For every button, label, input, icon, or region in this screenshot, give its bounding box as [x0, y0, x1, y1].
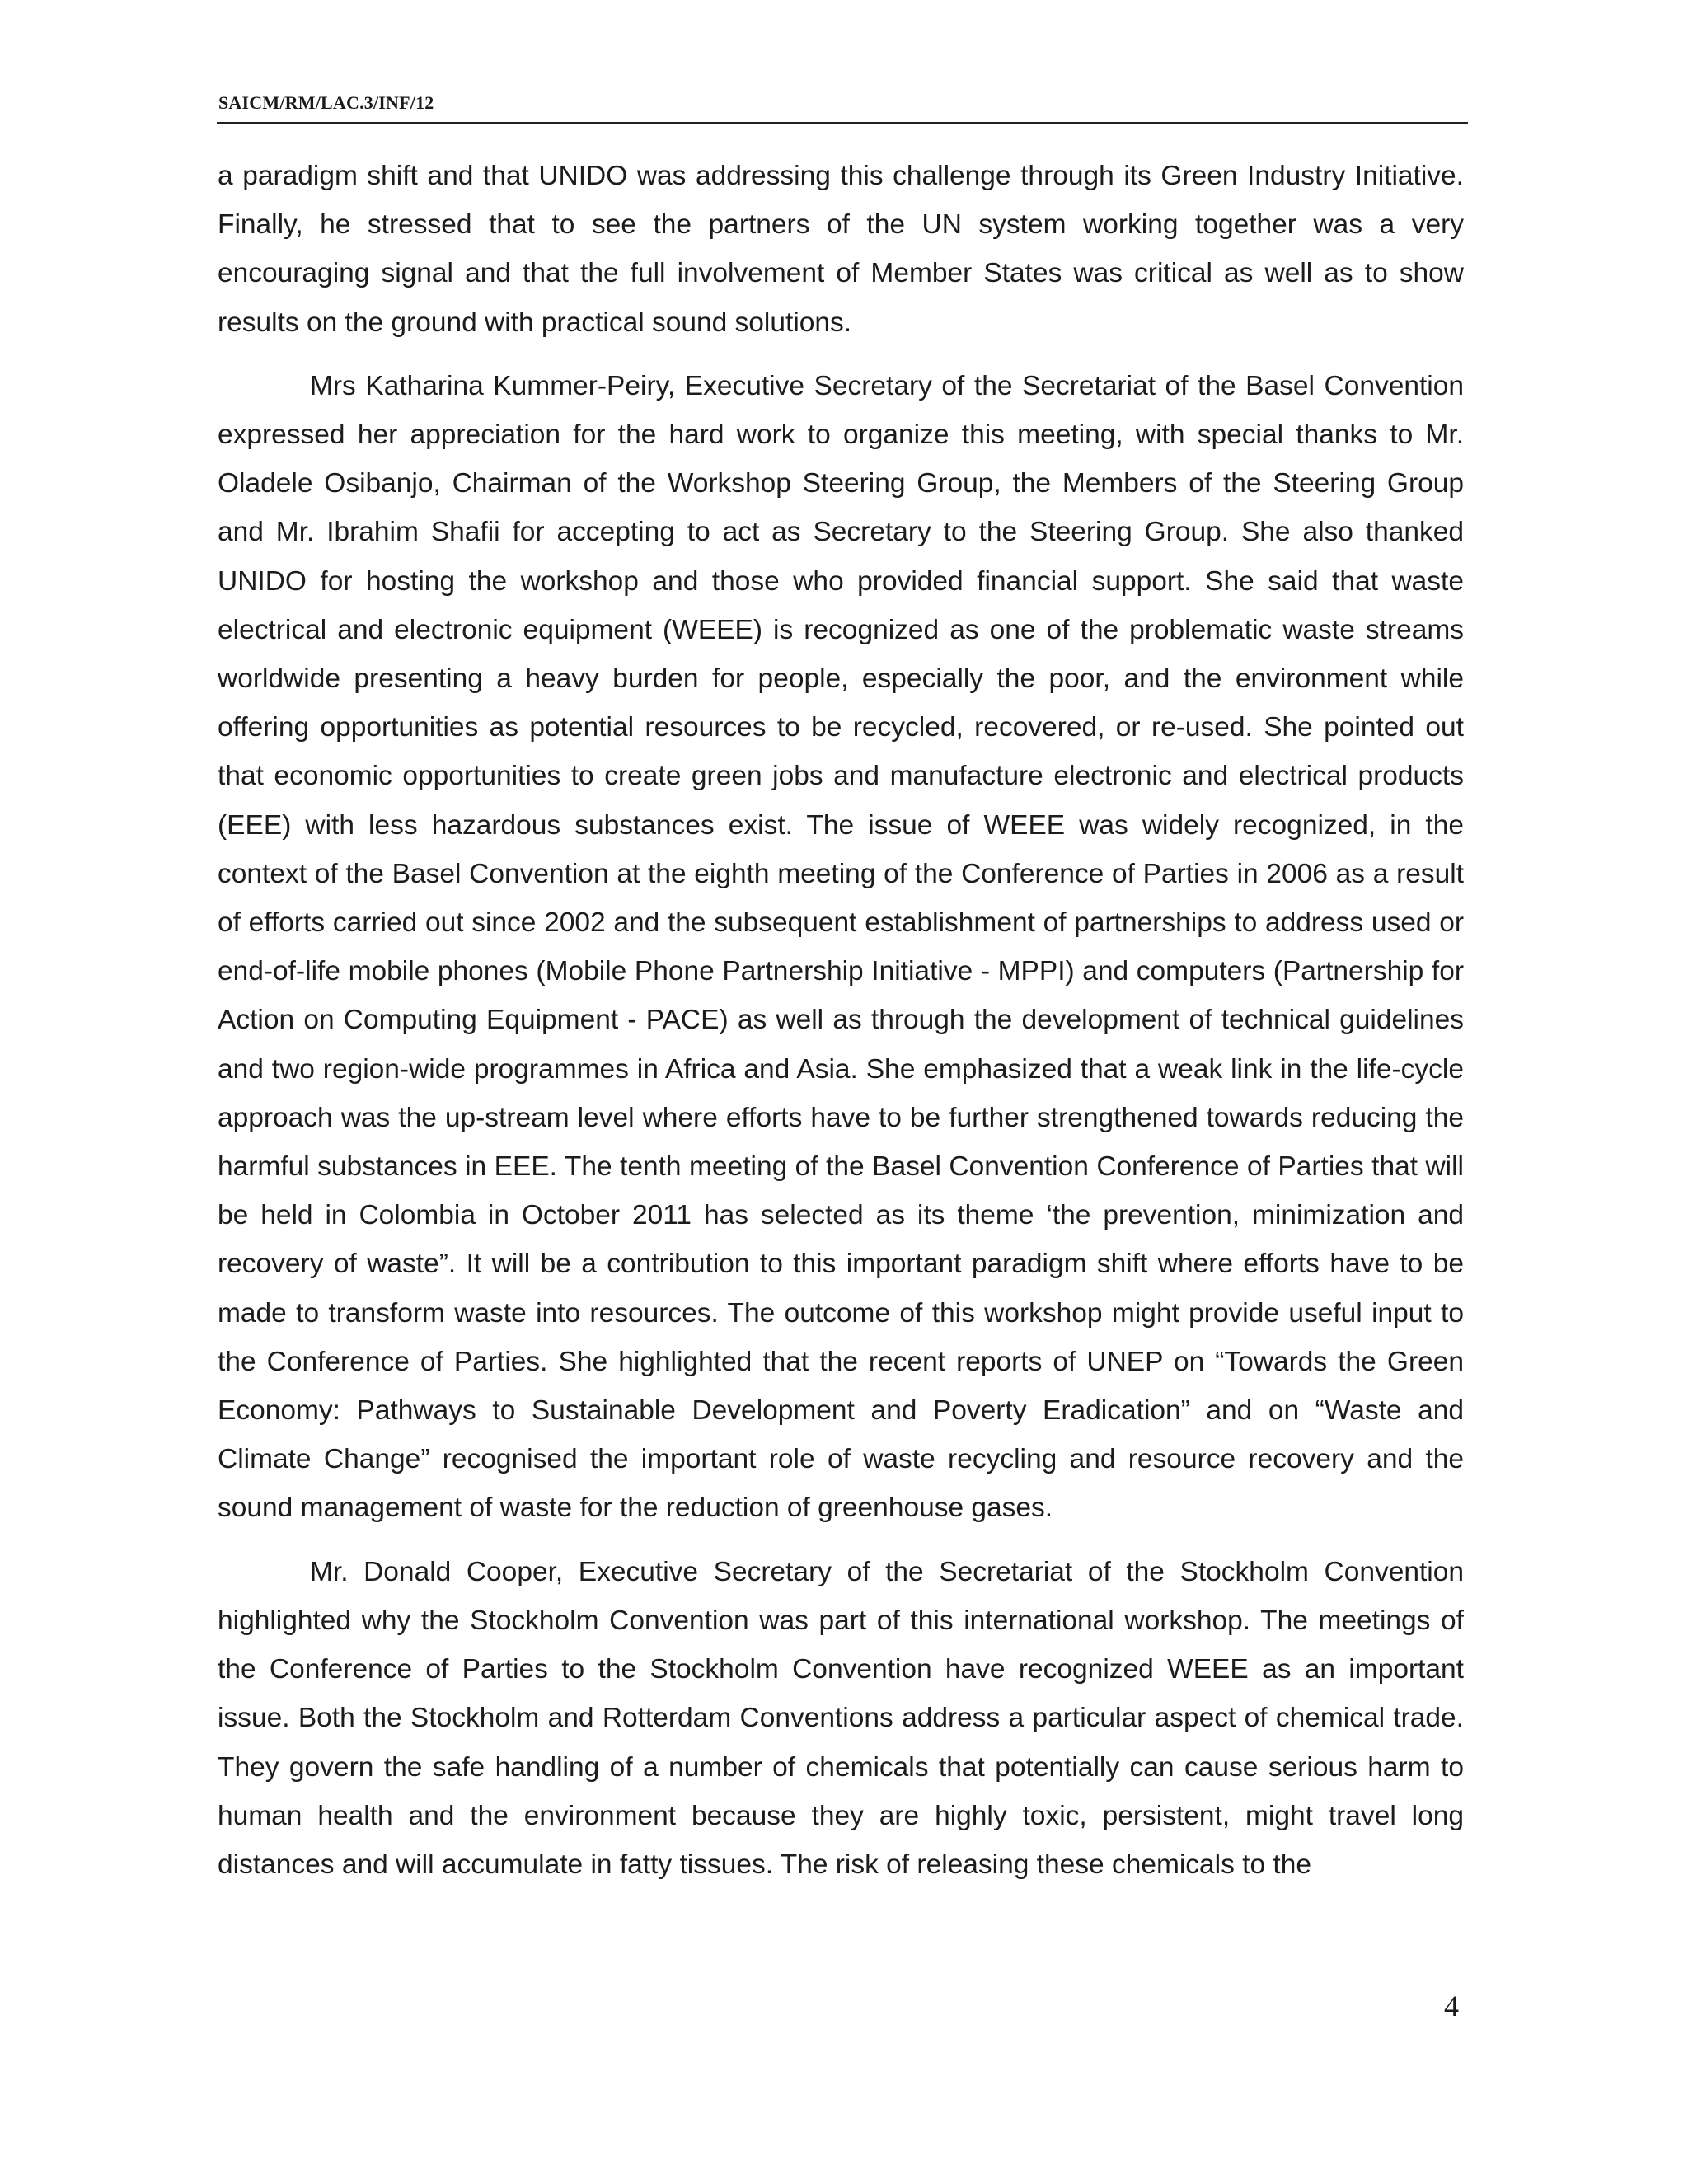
body-text	[218, 152, 1464, 1904]
paragraph-basel-convention: Mrs Katharina Kummer-Peiry, Executive Secretary of the Secretariat of the Basel Convention expressed her appreciation for the hard work to organize this meeting, with special thanks to Mr. Oladele Osibanjo, Chairman of the Workshop Steering Group, the Members of the Steering Group and Mr. Ibrahim Shafii for accepting to act as Secretary to the Steering Group. She also thanked UNIDO for hosting the workshop and those who provided financial support. She said that waste electrical and electronic equipment (WEEE) is recognized as one of the problematic waste streams worldwide presenting a heavy burden for people, especially the poor, and the environment while offering opportunities as potential resources to be recycled, recovered, or re-used. She pointed out that economic opportunities to create green jobs and manufacture electronic and electrical products (EEE) with less hazardous substances exist. The issue of WEEE was widely recognized, in the context of the Basel Convention at the eighth meeting of the Conference of Parties in 2006 as a result of efforts carried out since 2002 and the subsequent establishment of partnerships to address used or end-of-life mobile phones (Mobile Phone Partnership Initiative - MPPI) and computers (Partnership for Action on Computing Equipment - PACE) as well as through the development of technical guidelines and two region-wide programmes in Africa and Asia. She emphasized that a weak link in the life-cycle approach was the up-stream level where efforts have to be further strengthened towards reducing the harmful substances in EEE. The tenth meeting of the Basel Convention Conference of Parties that will be held in Colombia in October 2011 has selected as its theme ‘the prevention, minimization and recovery of waste”. It will be a contribution to this important paradigm shift where efforts have to be made to transform waste into resources. The outcome of this workshop might provide useful input to the Conference of Parties. She highlighted that the recent reports of UNEP on “Towards the Green Economy: Pathways to Sustainable Development and Poverty Eradication” and on “Waste and Climate Change” recognised the important role of waste recycling and resource recovery and the sound management of waste for the reduction of greenhouse gases.	[218, 370, 1464, 1524]
page-number: 4	[1444, 1990, 1459, 2022]
paragraph-continuation: a paradigm shift and that UNIDO was addressing this challenge through its Green Industry Initiative. Finally, he stressed that to see the partners of the UN system working together was a very encouraging signal and that the full involvement of Member States was critical as well as to show results on the ground with practical sound solutions.	[218, 161, 1464, 338]
page-header	[217, 92, 1468, 124]
document-code: SAICM/RM/LAC.3/INF/12	[218, 92, 434, 113]
paragraph-stockholm-convention: Mr. Donald Cooper, Executive Secretary of the Secretariat of the Stockholm Convention highlighted why the Stockholm Convention was part of this international workshop. The meetings of the Conference of Parties to the Stockholm Convention have recognized WEEE as an important issue. Both the Stockholm and Rotterdam Conventions address a particular aspect of chemical trade. They govern the safe handling of a number of chemicals that potentially can cause serious harm to human health and the environment because they are highly toxic, persistent, might travel long distances and will accumulate in fatty tissues. The risk of releasing these chemicals to the	[218, 1556, 1464, 1880]
